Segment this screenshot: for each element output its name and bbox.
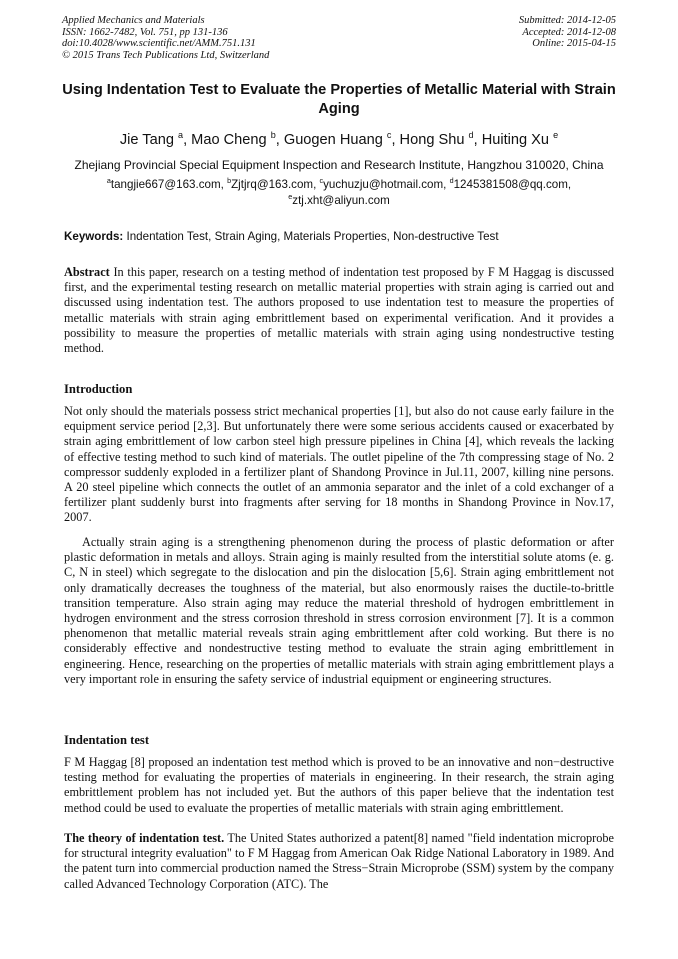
affiliation: Zhejiang Provincial Special Equipment Inspection and Research Institute, Hangzhou 310020, China (74, 158, 604, 172)
issn-volume: ISSN: 1662-7482, Vol. 751, pp 131-136 (62, 26, 228, 38)
copyright: © 2015 Trans Tech Publications Ltd, Switzerland (62, 49, 270, 61)
section-heading-indentation-test: Indentation test (64, 733, 150, 747)
author-name: Jie Tang (119, 132, 174, 148)
author-sup: c (386, 130, 392, 141)
author-name: Guogen Huang (283, 132, 383, 148)
author-name: Mao Cheng (191, 132, 267, 148)
journal-info (62, 15, 269, 61)
journal-name: Applied Mechanics and Materials (62, 15, 205, 26)
indentation-paragraph-2 (64, 831, 614, 892)
email-link[interactable]: tangjie667@163.com (110, 178, 221, 191)
online-date: Online: 2015-04-15 (532, 38, 616, 50)
email-link[interactable]: Zjtjrq@163.com (231, 178, 314, 191)
email-link[interactable]: 1245381508@qq.com (453, 178, 568, 191)
subsection-heading-theory: The theory of indentation test. (64, 831, 225, 845)
author-sup: a (178, 130, 184, 141)
keywords-label: Keywords: (64, 230, 124, 243)
email-sup: c (319, 176, 324, 186)
indentation-paragraph-2-text: The United States authorized a patent[8] named "field indentation microprobe for structural integrity evaluation" to F M Haggag from American Oak Ridge National Laboratory in 1989. And the patent turn into commercial production named the Stress−Strain Microprobe (SSM) system by the company called Advanced Technology Corporation (ATC). The (64, 831, 615, 891)
introduction-paragraph-1: Not only should the materials possess strict mechanical properties [1], but also do not cause early failure in the equipment service period [2,3]. But unfortunately there were some serious accidents caused or exacerbated by strain aging embrittlement of low carbon steel high pressure pipelines in China [4], which reveals the lacking of effective testing method to such kind of materials. The outlet pipeline of the 7th compressing stage of No. 2 compressor suddenly exploded in a fertilizer plant of Shandong Province in Jul.11, 2007, killing nine persons. A 20 steel pipeline which connects the outlet of an ammonia separator and the inlet of a cold exchanger of a fertilizer plant suddenly burst into fragments after serving for 18 months in Shandong Province in Nov.17, 2007. (64, 404, 614, 525)
author-name: Hong Shu (399, 132, 465, 148)
submission-dates (519, 15, 616, 50)
keywords-text: Indentation Test, Strain Aging, Materials Properties, Non-destructive Test (123, 230, 499, 243)
keywords (64, 229, 616, 245)
email-sup: b (227, 176, 232, 186)
author-sup: d (468, 130, 474, 141)
submitted-date: Submitted: 2014-12-05 (518, 15, 616, 26)
author-sup: e (553, 130, 559, 141)
email-sup: e (288, 192, 293, 202)
abstract-label: Abstract (64, 265, 110, 279)
author-sup: b (270, 130, 276, 141)
paper-title: Using Indentation Test to Evaluate the Properties of Metallic Material with Strain Aging (62, 82, 616, 117)
abstract-text: In this paper, research on a testing method of indentation test proposed by F M Haggag is discussed first, and the experimental testing research on metallic material properties with strain aging is carried out and discussed using indentation test. The authors proposed to use indentation test to measure the properties of metallic materials with strain aging embrittlement based on experimental verification. And it provides a possibility to measure the properties of metallic materials with strain aging using nondestructive testing method. (64, 265, 614, 356)
email-link[interactable]: ztj.xht@aliyun.com (292, 194, 390, 207)
abstract (64, 265, 614, 356)
accepted-date: Accepted: 2014-12-08 (522, 26, 616, 38)
introduction-paragraph-2: Actually strain aging is a strengthening phenomenon during the process of plastic deformation or after plastic deformation in metals and alloys. Strain aging is mainly resulted from the interstitial solute atoms (e. g. C, N in steel) which segregate to the dislocation and pin the dislocation [5,6]. Strain aging embrittlement not only dramatically decreases the toughness of the material, but also enormously raises the ductile-to-brittle transition temperature. Also strain aging may reduce the material threshold of hydrogen embrittlement in hydrogen environment and the stress corrosion threshold in stress corrosion environment [7]. It is a common phenomenon that metallic material reveals strain aging embrittlement after cold working. But there is no considerably effective and nondestructive testing method to evaluate the strain aging embrittlement in engineering. Hence, researching on the properties of metallic materials with strain aging embrittlement plays a very important role in ensuring the safety service of industrial equipment or engineering structures. (64, 535, 614, 686)
indentation-paragraph-1: F M Haggag [8] proposed an indentation test method which is proved to be an innovative and non−destructive testing method for evaluating the properties of materials in engineering. In their research, the strain aging embrittlement problem has not included yet. But the authors of this paper believe that the indentation test method could be used to evaluate the properties of metallic materials with strain aging embrittlement. (64, 755, 614, 815)
author-emails: $^a$tangjie667@163.com, $^b$Zjtjrq@163.com, $^c$yuchuzju@hotmail.com, $^d$1245381508@qq.com, $^e$ztj.xht@aliyun.com (106, 176, 572, 207)
doi[interactable]: doi:10.4028/www.scientific.net/AMM.751.131 (62, 38, 256, 50)
section-heading-introduction: Introduction (64, 382, 133, 396)
email-sup: d (449, 176, 454, 186)
author-name: Huiting Xu (481, 132, 550, 148)
email-sup: a (106, 176, 111, 186)
email-link[interactable]: yuchuzju@hotmail.com (323, 178, 444, 191)
author-list: Jie Tang $^a$, Mao Cheng $^b$, Guogen Huang $^c$, Hong Shu $^d$, Huiting Xu $^e$ (119, 130, 559, 148)
